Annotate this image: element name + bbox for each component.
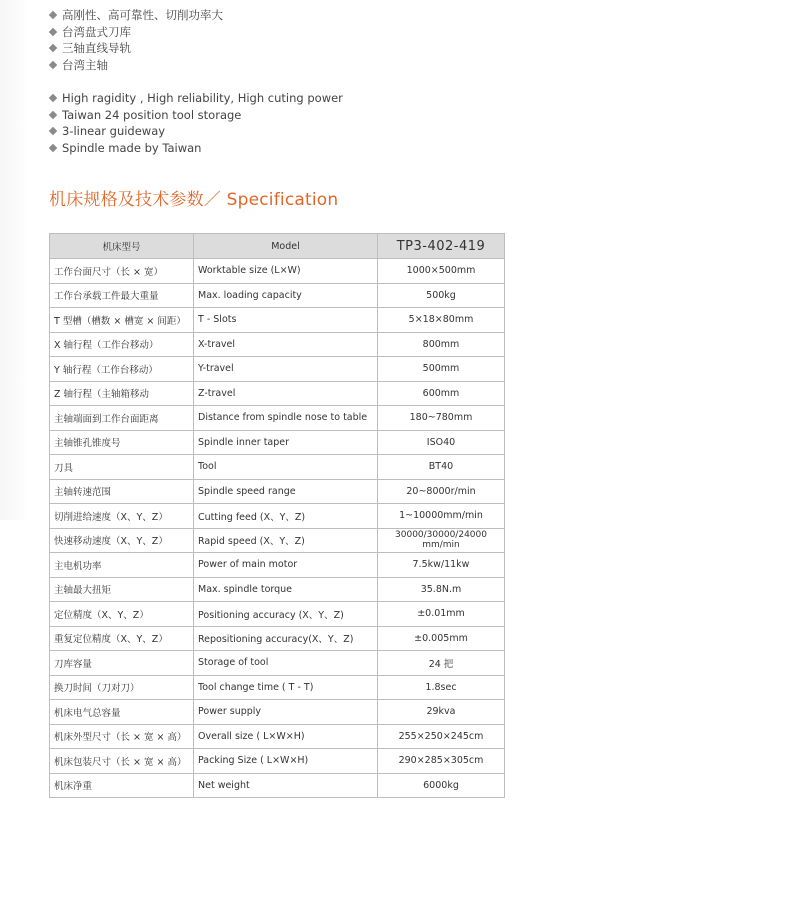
spec-label-cn: Z 轴行程（主轴箱移动	[50, 381, 194, 406]
spec-value: 5×18×80mm	[378, 308, 505, 333]
feature-item	[48, 107, 343, 124]
spec-value: 20~8000r/min	[378, 479, 505, 504]
diamond-bullet-icon	[49, 94, 57, 102]
spec-label-en: Overall size ( L×W×H)	[194, 724, 378, 749]
spec-value: 7.5kw/11kw	[378, 553, 505, 578]
spec-label-cn: 换刀时间（刀对刀）	[50, 675, 194, 700]
spec-label-cn: 机床外型尺寸（长 × 宽 × 高）	[50, 724, 194, 749]
header-cell-cn: 机床型号	[50, 234, 194, 259]
feature-item	[48, 40, 343, 57]
table-row	[50, 528, 505, 553]
spec-label-cn: X 轴行程（工作台移动）	[50, 332, 194, 357]
feature-text-cn: 高刚性、高可靠性、切削功率大	[62, 8, 223, 22]
table-row	[50, 700, 505, 725]
spec-value: 255×250×245cm	[378, 724, 505, 749]
spec-value: 1000×500mm	[378, 259, 505, 284]
spec-table	[49, 233, 505, 798]
table-row	[50, 577, 505, 602]
spec-label-en: Tool	[194, 455, 378, 480]
feature-text-en: Spindle made by Taiwan	[62, 140, 202, 155]
spec-label-cn: 主电机功率	[50, 553, 194, 578]
spec-label-cn: 主轴最大扭矩	[50, 577, 194, 602]
feature-item	[48, 140, 343, 157]
diamond-bullet-icon	[49, 61, 57, 69]
spec-label-en: Distance from spindle nose to table	[194, 406, 378, 431]
header-cell-model-code: TP3-402-419	[378, 234, 505, 259]
table-row	[50, 504, 505, 529]
table-row	[50, 724, 505, 749]
spec-value: ±0.01mm	[378, 602, 505, 627]
table-row	[50, 553, 505, 578]
spec-value: 290×285×305cm	[378, 749, 505, 774]
feature-text-cn: 台湾主轴	[62, 57, 108, 72]
spec-label-en: Storage of tool	[194, 651, 378, 676]
table-header-row	[50, 234, 505, 259]
table-row	[50, 308, 505, 333]
spec-label-en: Y-travel	[194, 357, 378, 382]
spec-label-en: Spindle speed range	[194, 479, 378, 504]
table-row	[50, 651, 505, 676]
spec-label-en: Tool change time ( T - T)	[194, 675, 378, 700]
spec-label-cn: 工作台承载工件最大重量	[50, 283, 194, 308]
diamond-bullet-icon	[49, 11, 57, 19]
spec-value: 30000/30000/24000 mm/min	[378, 528, 505, 553]
spec-label-en: X-travel	[194, 332, 378, 357]
spec-label-cn: 机床净重	[50, 773, 194, 798]
spec-value: 180~780mm	[378, 406, 505, 431]
table-row	[50, 430, 505, 455]
table-row	[50, 626, 505, 651]
spec-value: ISO40	[378, 430, 505, 455]
spec-label-cn: 刀具	[50, 455, 194, 480]
background-decoration	[0, 0, 30, 520]
feature-text-en: High ragidity , High reliability, High cuting power	[62, 91, 343, 105]
spec-label-cn: 主轴端面到工作台面距离	[50, 406, 194, 431]
diamond-bullet-icon	[49, 44, 57, 52]
spec-label-cn: T 型槽（槽数 × 槽宽 × 间距）	[50, 308, 194, 333]
spec-label-cn: 主轴锥孔锥度号	[50, 430, 194, 455]
feature-item	[48, 57, 343, 74]
spec-label-en: Power supply	[194, 700, 378, 725]
diamond-bullet-icon	[49, 127, 57, 135]
table-row	[50, 406, 505, 431]
spec-label-cn: 重复定位精度（X、Y、Z）	[50, 626, 194, 651]
spec-label-en: Power of main motor	[194, 553, 378, 578]
spec-value: 1~10000mm/min	[378, 504, 505, 529]
spec-value: 35.8N.m	[378, 577, 505, 602]
spec-value: 24 把	[378, 651, 505, 676]
spec-label-en: Max. loading capacity	[194, 283, 378, 308]
spec-value: BT40	[378, 455, 505, 480]
spec-label-en: Packing Size ( L×W×H)	[194, 749, 378, 774]
section-title: 机床规格及技术参数／ Specification	[49, 190, 339, 210]
spec-label-en: Positioning accuracy (X、Y、Z)	[194, 602, 378, 627]
spec-label-cn: 刀库容量	[50, 651, 194, 676]
spec-value: 600mm	[378, 381, 505, 406]
table-row	[50, 749, 505, 774]
diamond-bullet-icon	[49, 144, 57, 152]
spacer	[48, 73, 343, 90]
table-row	[50, 357, 505, 382]
table-row	[50, 773, 505, 798]
feature-item	[48, 7, 343, 24]
feature-text-en: 3-linear guideway	[62, 124, 166, 138]
feature-item	[48, 123, 343, 140]
spec-value: ±0.005mm	[378, 626, 505, 651]
table-row	[50, 602, 505, 627]
table-row	[50, 479, 505, 504]
spec-value: 1.8sec	[378, 675, 505, 700]
spec-value: 29kva	[378, 700, 505, 725]
feature-text-cn: 台湾盘式刀库	[62, 24, 131, 39]
spec-label-cn: 主轴转速范围	[50, 479, 194, 504]
table-row	[50, 381, 505, 406]
spec-value: 500mm	[378, 357, 505, 382]
table-row	[50, 675, 505, 700]
diamond-bullet-icon	[49, 28, 57, 36]
feature-text-cn: 三轴直线导轨	[62, 41, 131, 55]
spec-label-en: Cutting feed (X、Y、Z)	[194, 504, 378, 529]
feature-text-en: Taiwan 24 position tool storage	[62, 107, 242, 122]
spec-label-en: Repositioning accuracy(X、Y、Z)	[194, 626, 378, 651]
spec-label-cn: 机床包装尺寸（长 × 宽 × 高）	[50, 749, 194, 774]
spec-label-cn: Y 轴行程（工作台移动）	[50, 357, 194, 382]
feature-list	[48, 7, 343, 156]
feature-item	[48, 90, 343, 107]
table-row	[50, 283, 505, 308]
spec-value: 800mm	[378, 332, 505, 357]
spec-label-en: Worktable size (L×W)	[194, 259, 378, 284]
spec-value: 6000kg	[378, 773, 505, 798]
spec-label-cn: 机床电气总容量	[50, 700, 194, 725]
spec-label-en: Spindle inner taper	[194, 430, 378, 455]
header-cell-model: Model	[194, 234, 378, 259]
table-row	[50, 455, 505, 480]
spec-label-cn: 切削进给速度（X、Y、Z）	[50, 504, 194, 529]
feature-item	[48, 24, 343, 41]
table-row	[50, 332, 505, 357]
spec-label-en: Max. spindle torque	[194, 577, 378, 602]
spec-value: 500kg	[378, 283, 505, 308]
table-row	[50, 259, 505, 284]
spec-label-en: T - Slots	[194, 308, 378, 333]
spec-label-cn: 快速移动速度（X、Y、Z）	[50, 528, 194, 553]
spec-label-cn: 定位精度（X、Y、Z）	[50, 602, 194, 627]
spec-label-en: Net weight	[194, 773, 378, 798]
spec-label-cn: 工作台面尺寸（长 × 宽）	[50, 259, 194, 284]
spec-label-en: Z-travel	[194, 381, 378, 406]
diamond-bullet-icon	[49, 111, 57, 119]
spec-label-en: Rapid speed (X、Y、Z)	[194, 528, 378, 553]
